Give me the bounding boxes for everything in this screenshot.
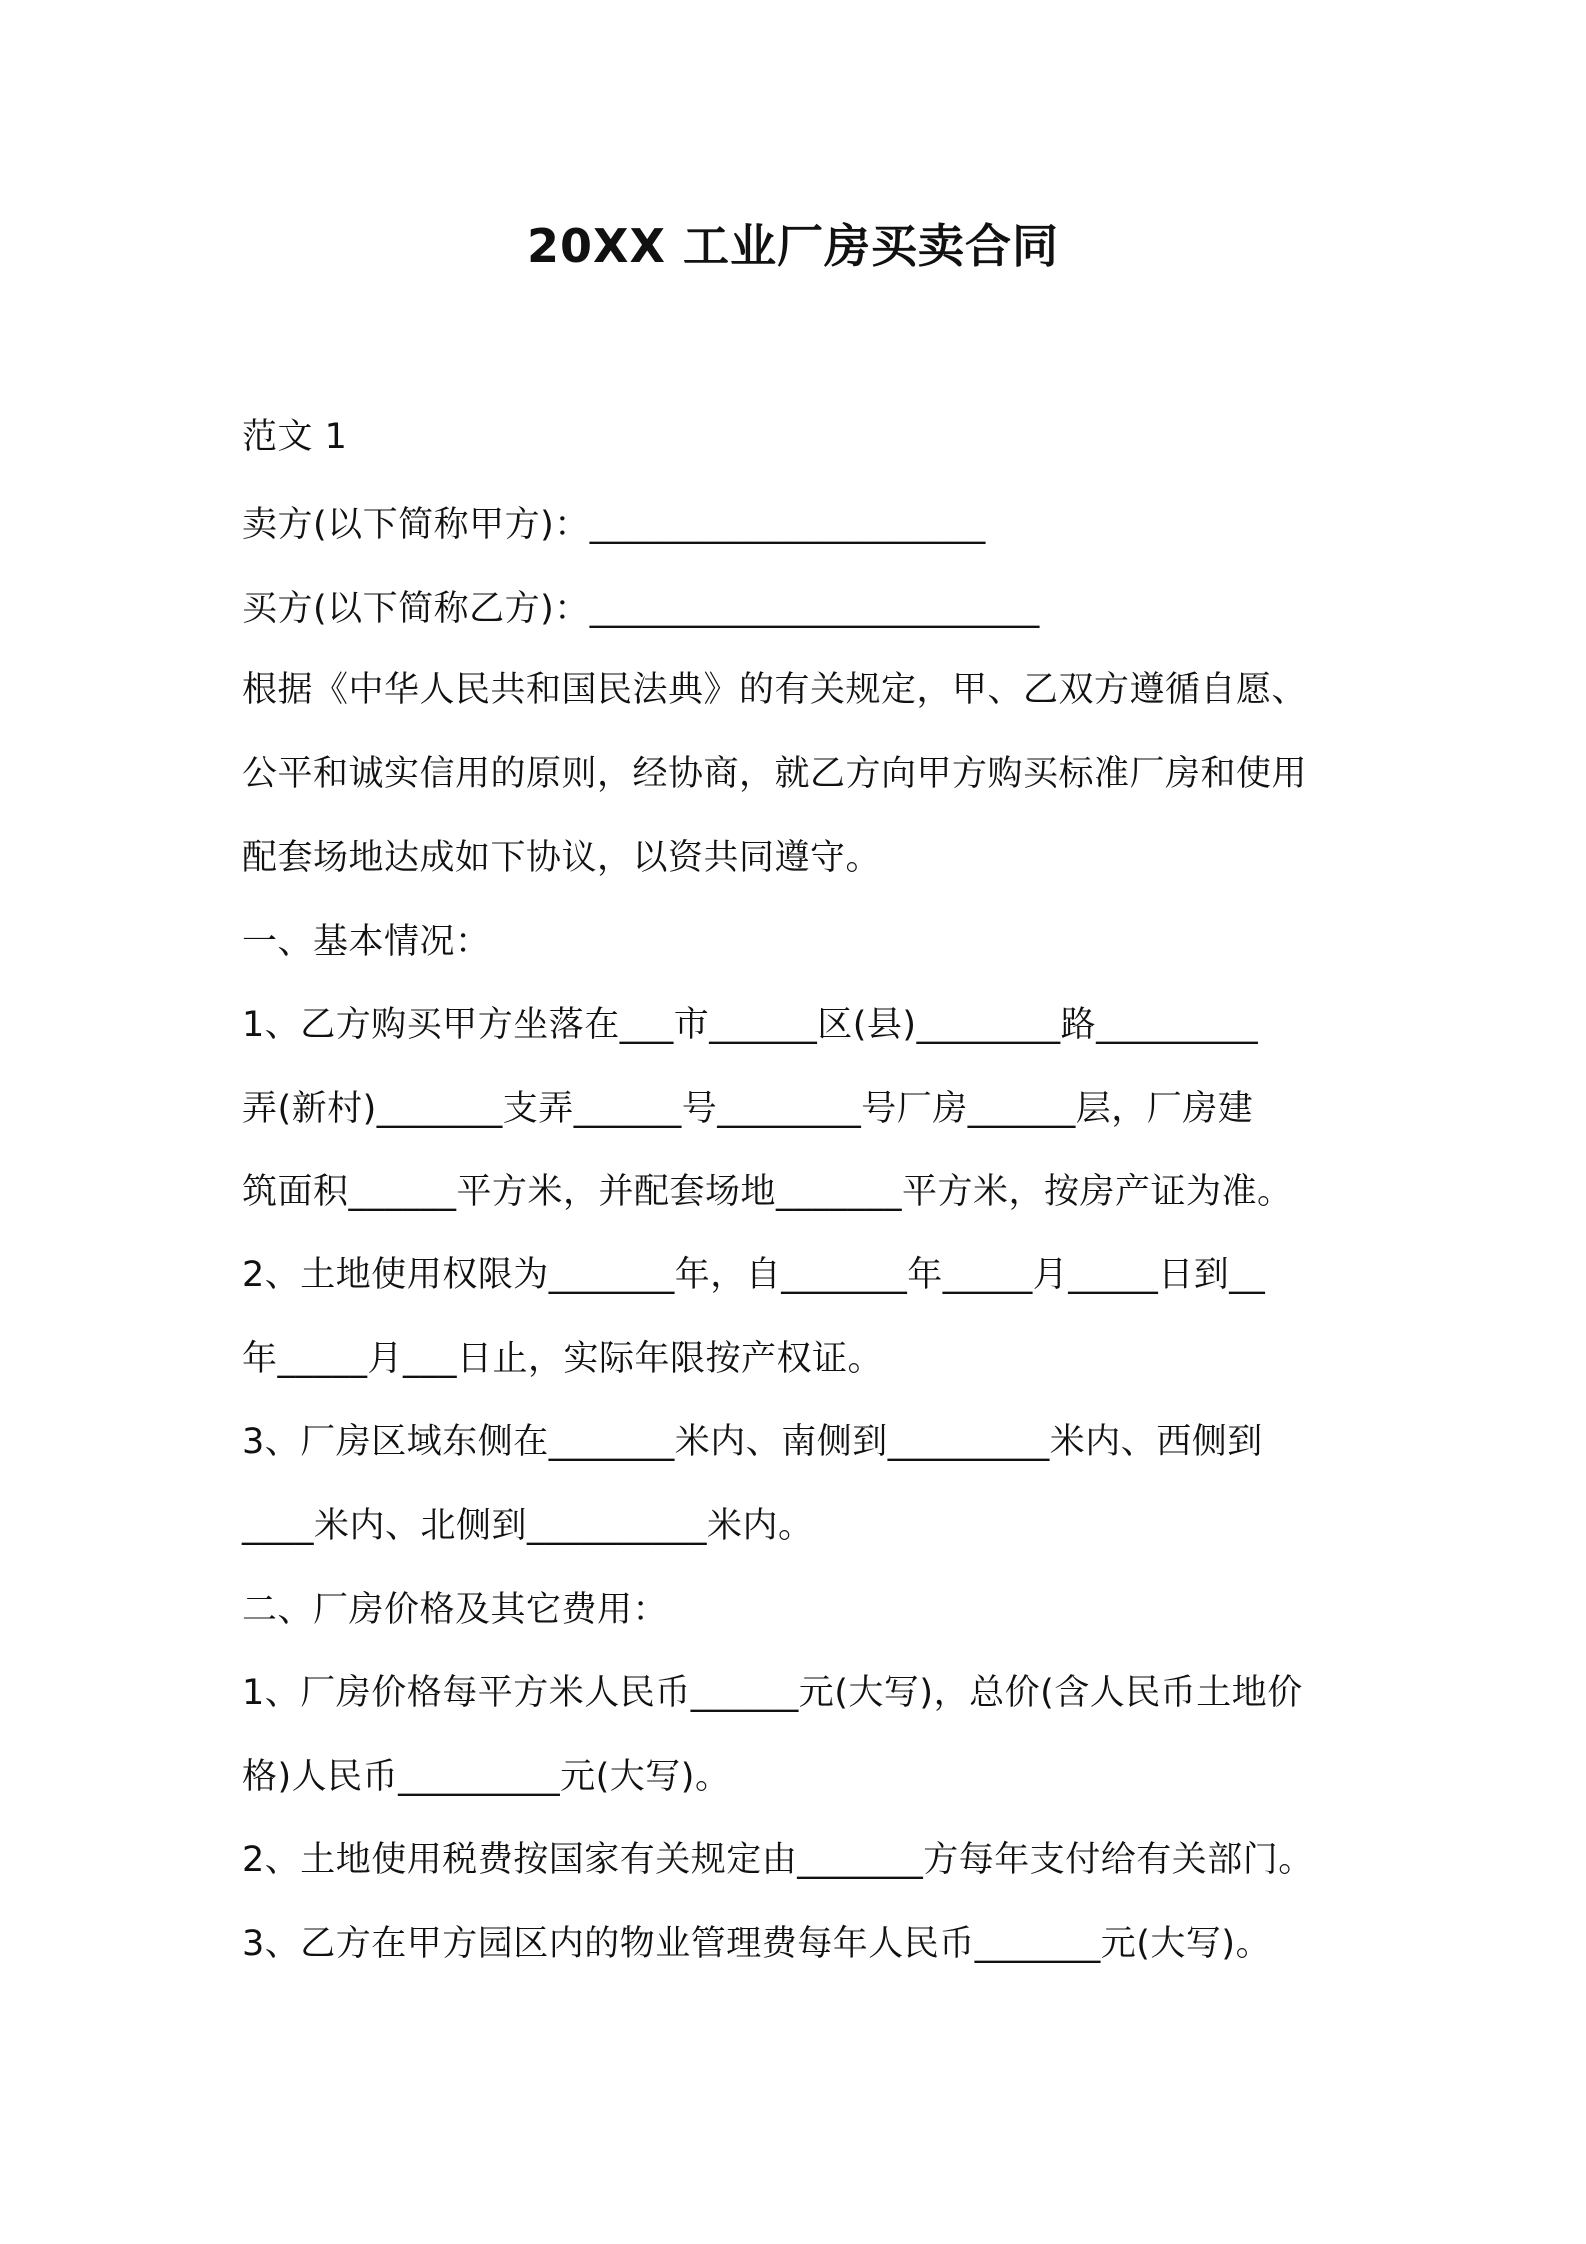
document-title: 20XX 工业厂房买卖合同 [527, 219, 1059, 273]
clause-1-1-line-1: 1、乙方购买甲方坐落在___市______区(县)________路_________ [242, 1005, 1259, 1045]
clause-1-1-line-3: 筑面积______平方米，并配套场地_______平方米，按房产证为准。 [242, 1172, 1293, 1212]
section-1-heading: 一、基本情况： [242, 922, 491, 962]
clause-1-3-line-2: ____米内、北侧到__________米内。 [242, 1506, 814, 1546]
clause-2-2-line: 2、土地使用税费按国家有关规定由_______方每年支付给有关部门。 [242, 1840, 1314, 1880]
preamble-line-1: 根据《中华人民共和国民法典》的有关规定，甲、乙双方遵循自愿、 [242, 670, 1308, 710]
clause-2-1-line-2: 格)人民币_________元(大写)。 [242, 1757, 731, 1797]
clause-2-3-line: 3、乙方在甲方园区内的物业管理费每年人民币_______元(大写)。 [242, 1924, 1272, 1964]
clause-1-1-line-2: 弄(新村)_______支弄______号________号厂房______层，厂房建 [242, 1089, 1254, 1129]
preamble-line-2: 公平和诚实信用的原则，经协商，就乙方向甲方购买标准厂房和使用 [242, 754, 1308, 794]
clause-2-1-line-1: 1、厂房价格每平方米人民币______元(大写)，总价(含人民币土地价 [242, 1673, 1303, 1713]
clause-1-3-line-1: 3、厂房区域东侧在_______米内、南侧到_________米内、西侧到 [242, 1422, 1263, 1462]
clause-1-2-line-1: 2、土地使用权限为_______年，自_______年_____月_____日到__ [242, 1255, 1266, 1295]
preamble-line-3: 配套场地达成如下协议，以资共同遵守。 [242, 838, 882, 878]
buyer-line: 买方(以下简称乙方)：_________________________ [242, 589, 1040, 629]
section-2-heading: 二、厂房价格及其它费用： [242, 1590, 669, 1630]
seller-line: 卖方(以下简称甲方)：______________________ [242, 505, 986, 545]
clause-1-2-line-2: 年_____月___日止，实际年限按产权证。 [242, 1339, 884, 1379]
sample-heading: 范文 1 [242, 417, 348, 457]
